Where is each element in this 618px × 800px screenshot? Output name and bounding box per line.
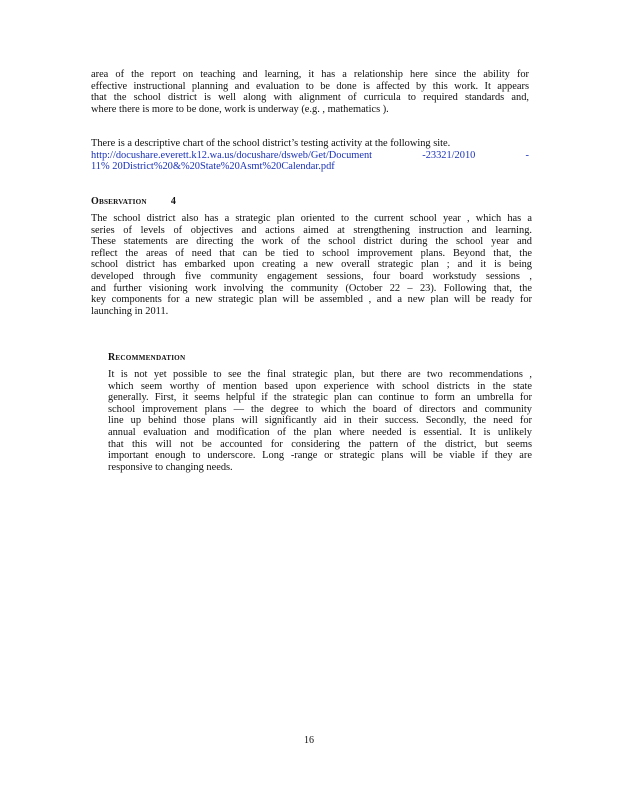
recommendation-heading-initial: R bbox=[108, 352, 116, 363]
observation-line: school district has embarked upon creating a new overall strategic plan ; and it is being bbox=[91, 259, 532, 271]
recommendation-heading-text: ECOMMENDATION bbox=[115, 354, 186, 362]
intro-line: area of the report on teaching and learning, it has a relationship here since the ability for bbox=[91, 69, 529, 80]
recommendation-line: which seem worthy of mention based upon experience with school districts in the state bbox=[108, 380, 532, 392]
intro-line: effective instructional planning and evaluation to be done is affected by this work. It appears bbox=[91, 80, 529, 92]
recommendation-line: line up behind those plans will significantly aid in their success. Secondly, the need for bbox=[108, 415, 532, 427]
observation-number: 4 bbox=[170, 196, 177, 207]
intro-paragraph bbox=[91, 69, 529, 115]
intro-line: where there is more to be done, work is underway (e.g. , mathematics ). bbox=[91, 103, 389, 115]
recommendation-line: annual evaluation and modification of the plan where needed is essential. It is unlikely bbox=[108, 426, 532, 438]
testing-calendar-link[interactable]: 11% 20District%20&%20State%20Asmt%20Calendar.pdf bbox=[91, 161, 335, 173]
recommendation-heading bbox=[108, 352, 185, 363]
recommendation-line: It is not yet possible to see the final strategic plan, but there are two recommendations , bbox=[108, 369, 532, 380]
recommendation-line: school improvement plans — the degree to which the board of directors and community bbox=[108, 403, 532, 415]
recommendation-line: responsive to changing needs. bbox=[108, 461, 233, 473]
chart-reference-text: There is a descriptive chart of the school district’s testing activity at the following site. bbox=[91, 138, 451, 149]
recommendation-line: that this will not be accounted for considering the pattern of the district, but seems bbox=[108, 438, 532, 450]
chart-reference-paragraph bbox=[91, 138, 529, 173]
observation-heading-initial: O bbox=[91, 196, 99, 207]
observation-line: reflect the areas of need that can be tied to school improvement plans. Beyond that, the bbox=[91, 247, 532, 259]
recommendation-line: important enough to underscore. Long -range or strategic plans will be viable if they are bbox=[108, 450, 532, 462]
recommendation-paragraph bbox=[108, 369, 532, 473]
observation-heading-text: BSERVATION bbox=[98, 198, 147, 206]
observation-line: These statements are directing the work of the school district during the school year and bbox=[91, 236, 532, 248]
observation-line: launching in 2011. bbox=[91, 305, 169, 317]
intro-line: that the school district is well along with alignment of curricula to required standards and, bbox=[91, 92, 529, 104]
observation-line: key components for a new strategic plan will be assembled , and a new plan will be ready for bbox=[91, 294, 532, 306]
observation-heading bbox=[91, 196, 176, 207]
testing-calendar-link[interactable]: http://docushare.everett.k12.wa.us/docushare/dsweb/Get/Document -23321/2010 - bbox=[91, 149, 529, 161]
observation-line: series of levels of objectives and actions aimed at strengthening instruction and learning. bbox=[91, 224, 532, 236]
observation-line: and further visioning work involving the community (October 22 – 23). Following that, the bbox=[91, 282, 532, 294]
observation-paragraph bbox=[91, 213, 532, 317]
page-number: 16 bbox=[304, 735, 314, 746]
recommendation-line: generally. First, it seems helpful if the strategic plan can continue to form an umbrella for bbox=[108, 392, 532, 404]
observation-line: developed through five community engagement sessions, four board workstudy sessions , bbox=[91, 270, 532, 282]
observation-line: The school district also has a strategic plan oriented to the current school year , which has a bbox=[91, 213, 532, 224]
